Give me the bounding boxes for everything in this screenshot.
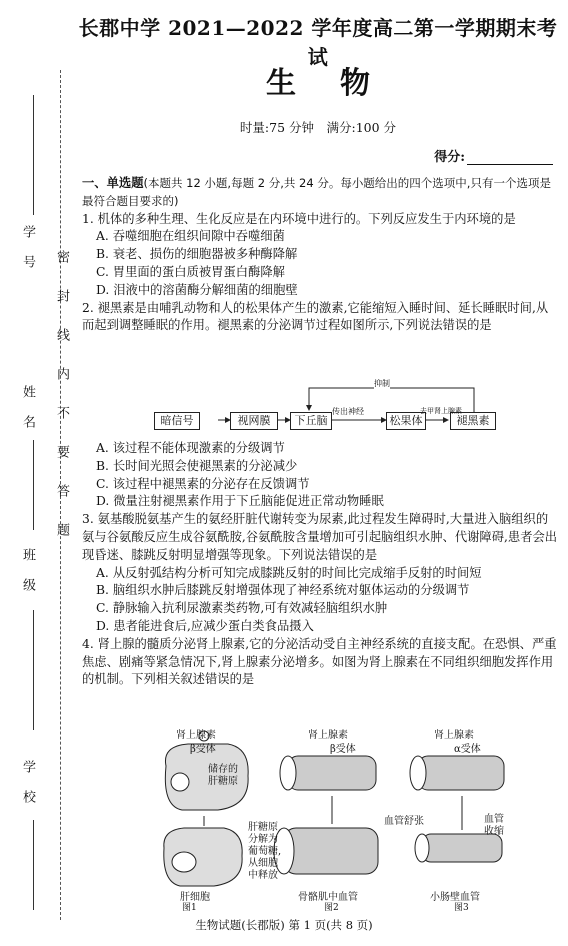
flow-box-pineal: 松果体 bbox=[386, 412, 426, 430]
section-block-1 bbox=[82, 174, 558, 335]
flow-box-dark-signal: 暗信号 bbox=[154, 412, 200, 430]
fig1-caption: 图1 bbox=[182, 903, 197, 913]
question-3-option-b: B. 脑组织水肿后膝跳反射增强体现了神经系统对躯体运动的分级调节 bbox=[96, 583, 470, 598]
question-2-option-c: C. 该过程中褪黑素的分泌存在反馈调节 bbox=[96, 476, 310, 491]
question-1-option-d: D. 泪液中的溶菌酶分解细菌的细胞壁 bbox=[96, 282, 298, 297]
fig2-label-muscle-vessel: 骨骼肌中血管 bbox=[298, 892, 358, 903]
fig2-label-beta-receptor: β受体 bbox=[330, 744, 356, 755]
flow-box-melatonin: 褪黑素 bbox=[450, 412, 496, 430]
fig1-label-glycogen: 储存的肝糖原 bbox=[208, 764, 238, 787]
fig2-label-epinephrine: 肾上腺素 bbox=[308, 730, 348, 741]
name-field[interactable] bbox=[33, 440, 34, 530]
fig2-label-vasodilation: 血管舒张 bbox=[384, 816, 424, 827]
subject-title: 生物 bbox=[266, 66, 414, 101]
school-label: 学 校 bbox=[20, 760, 35, 805]
fig3-label-intestine-vessel: 小肠壁血管 bbox=[430, 892, 480, 903]
arrow-label-norepinephrine: 去甲肾上腺素 bbox=[420, 407, 462, 415]
name-label: 姓 名 bbox=[20, 385, 35, 430]
question-3-stem: 3. 氨基酸脱氨基产生的氨经肝脏代谢转变为尿素,此过程发生障碍时,大量进入脑组织的氨与谷氨酸反应生成谷氨酰胺,谷氨酰胺含量增加可引起脑组织水肿、代谢障碍,患者会出现昏迷、膝跳反射明显增强等现象。下列说法错误的是 bbox=[82, 512, 558, 562]
flow-box-hypothalamus: 下丘脑 bbox=[290, 412, 332, 430]
page-footer: 生物试题(长郡版) 第 1 页(共 8 页) bbox=[195, 918, 373, 932]
fig1-label-liver-cell: 肝细胞 bbox=[180, 892, 210, 903]
question-2-option-b: B. 长时间光照会使褪黑素的分泌减少 bbox=[96, 458, 298, 473]
school-field[interactable] bbox=[33, 820, 34, 910]
score-field[interactable] bbox=[434, 146, 553, 165]
student-number-field[interactable] bbox=[33, 95, 34, 215]
student-number-label: 学 号 bbox=[20, 225, 35, 270]
fig3-label-vasoconstriction: 血管收缩 bbox=[484, 814, 504, 837]
fig3-label-epinephrine: 肾上腺素 bbox=[434, 730, 474, 741]
binding-margin bbox=[0, 0, 78, 946]
class-label: 班 级 bbox=[20, 548, 35, 593]
fig3-label-alpha-receptor: α受体 bbox=[454, 744, 481, 755]
section-heading: 一、单选题(本题共 12 小题,每题 2 分,共 24 分。每小题给出的四个选项中,只有一个选项是最符合题目要求的) bbox=[82, 175, 551, 208]
q4-figure bbox=[158, 726, 518, 913]
flow-box-retina: 视网膜 bbox=[230, 412, 278, 430]
question-4-stem: 4. 肾上腺的髓质分泌肾上腺素,它的分泌活动受自主神经系统的直接支配。在恐惧、严重焦虑、剧痛等紧急情况下,肾上腺素分泌增多。如图为肾上腺素在不同组织细胞发挥作用的机制。下列相关叙述错误的是 bbox=[82, 636, 557, 687]
fig1-label-epinephrine: 肾上腺素 bbox=[176, 730, 216, 741]
question-3-option-a: A. 从反射弧结构分析可知完成膝跳反射的时间比完成缩手反射的时间短 bbox=[96, 565, 482, 580]
score-blank[interactable] bbox=[467, 164, 553, 165]
class-field[interactable] bbox=[33, 610, 34, 730]
seal-warning: 密封线内不要答题 bbox=[54, 250, 69, 562]
fig3-caption: 图3 bbox=[454, 903, 469, 913]
question-3-option-d: D. 患者能进食后,应减少蛋白类食品摄入 bbox=[96, 618, 314, 633]
exam-meta: 时量:75 分钟 满分:100 分 bbox=[239, 120, 397, 135]
section-block-2 bbox=[82, 440, 558, 689]
question-1-option-a: A. 吞噬细胞在组织间隙中吞噬细菌 bbox=[96, 229, 285, 244]
fig1-label-beta-receptor: β受体 bbox=[190, 744, 216, 755]
score-label: 得分: bbox=[434, 150, 465, 165]
fig1-label-glucose-release: 肝糖原分解为葡萄糖,从细胞中释放 bbox=[248, 822, 282, 881]
question-1-option-c: C. 胃里面的蛋白质被胃蛋白酶降解 bbox=[96, 264, 285, 279]
question-1-option-b: B. 衰老、损伤的细胞器被多种酶降解 bbox=[96, 247, 298, 262]
exam-title: 长郡中学 2021—2022 学年度高二第一学期期末考试 bbox=[78, 16, 558, 69]
question-2-option-d: D. 微量注射褪黑素作用于下丘脑能促进正常动物睡眠 bbox=[96, 494, 384, 509]
question-1-stem: 1. 机体的多种生理、生化反应是在内环境中进行的。下列反应发生于内环境的是 bbox=[82, 211, 516, 226]
question-3-option-c: C. 静脉输入抗利尿激素类药物,可有效减轻脑组织水肿 bbox=[96, 601, 388, 616]
question-2-stem: 2. 褪黑素是由哺乳动物和人的松果体产生的激素,它能缩短入睡时间、延长睡眠时间,从而起到调整睡眠的作用。褪黑素的分泌调节过程如图所示,下列说法错误的是 bbox=[82, 300, 549, 333]
arrow-label-efferent: 传出神经 bbox=[332, 407, 364, 416]
question-2-option-a: A. 该过程不能体现激素的分级调节 bbox=[96, 441, 285, 455]
q2-flow-diagram bbox=[160, 378, 514, 438]
fig2-caption: 图2 bbox=[324, 903, 339, 913]
feedback-label: 抑制 bbox=[374, 379, 390, 388]
